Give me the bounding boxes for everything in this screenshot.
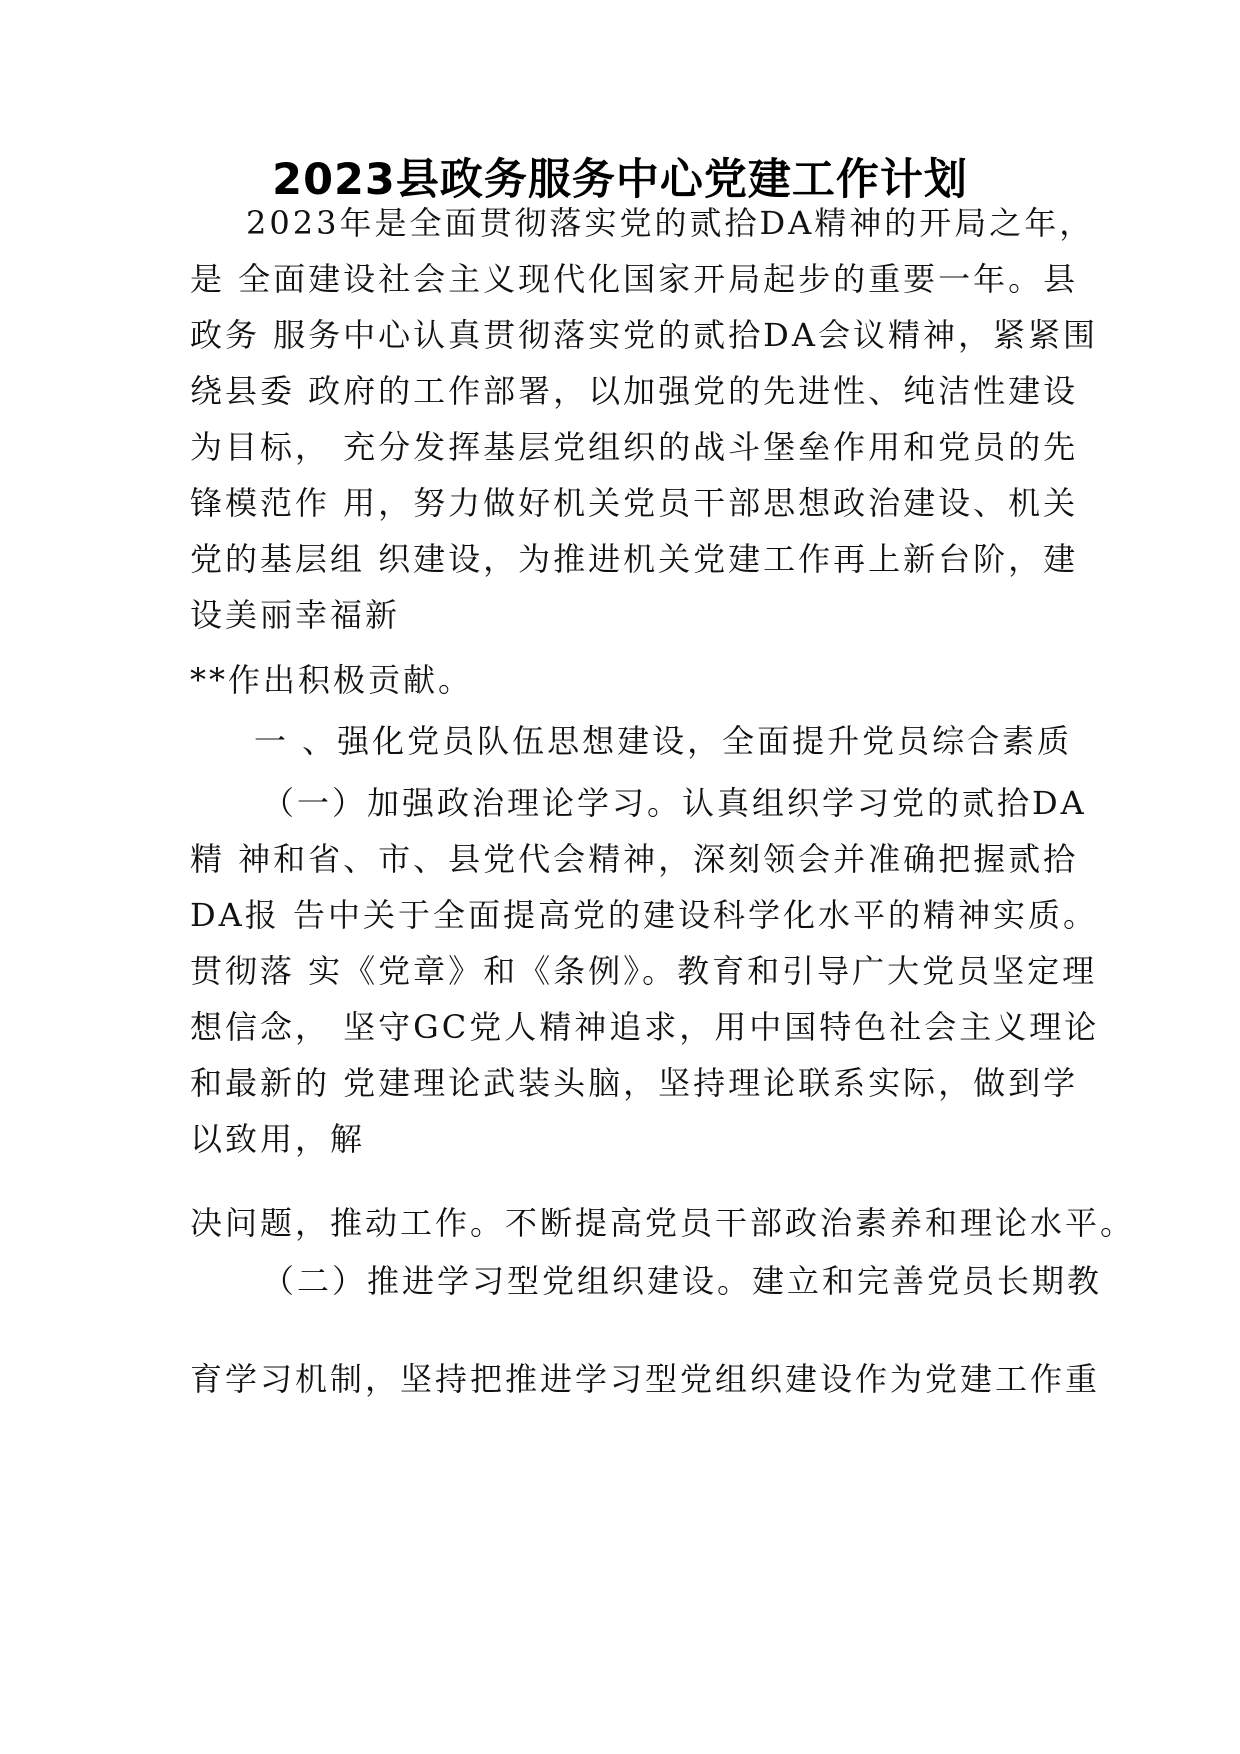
body-line-4: 绕县委 政府的工作部署，以加强党的先进性、纯洁性建设 [190,372,1079,410]
body-line-15: 想信念， 坚守GC党人精神追求，用中国特色社会主义理论 [190,1008,1100,1046]
body-line-18: 决问题，推动工作。不断提高党员干部政治素养和理论水平。 [190,1204,1136,1242]
body-line-12: 精 神和省、市、县党代会精神，深刻领会并准确把握贰拾 [190,840,1079,878]
subsection-heading-1: （一）加强政治理论学习。认真组织学习党的贰拾DA [262,784,1087,822]
body-line-7: 党的基层组 织建设，为推进机关党建工作再上新台阶，建 [190,540,1079,578]
body-line-3: 政务 服务中心认真贯彻落实党的贰拾DA会议精神，紧紧围 [190,316,1098,354]
body-line-5: 为目标， 充分发挥基层党组织的战斗堡垒作用和党员的先 [190,428,1079,466]
section-heading-1: 一 、强化党员队伍思想建设，全面提升党员综合素质 [254,722,1073,760]
subsection-heading-2: （二）推进学习型党组织建设。建立和完善党员长期教 [262,1262,1103,1300]
body-line-20: 育学习机制，坚持把推进学习型党组织建设作为党建工作重 [190,1360,1101,1398]
body-line-13: DA报 告中关于全面提高党的建设科学化水平的精神实质。 [190,896,1098,934]
body-line-8: 设美丽幸福新 [190,596,401,634]
body-line-6: 锋模范作 用，努力做好机关党员干部思想政治建设、机关 [190,484,1079,522]
body-line-9: **作出积极贡献。 [190,661,474,699]
body-line-1: 2023年是全面贯彻落实党的贰拾DA精神的开局之年， [246,204,1095,242]
body-line-2: 是 全面建设社会主义现代化国家开局起步的重要一年。县 [190,260,1079,298]
body-line-16: 和最新的 党建理论武装头脑，坚持理论联系实际，做到学 [190,1064,1079,1102]
body-line-17: 以致用，解 [190,1120,366,1158]
body-line-14: 贯彻落 实《党章》和《条例》。教育和引导广大党员坚定理 [190,952,1098,990]
document-title: 2023县政务服务中心党建工作计划 [272,155,968,205]
